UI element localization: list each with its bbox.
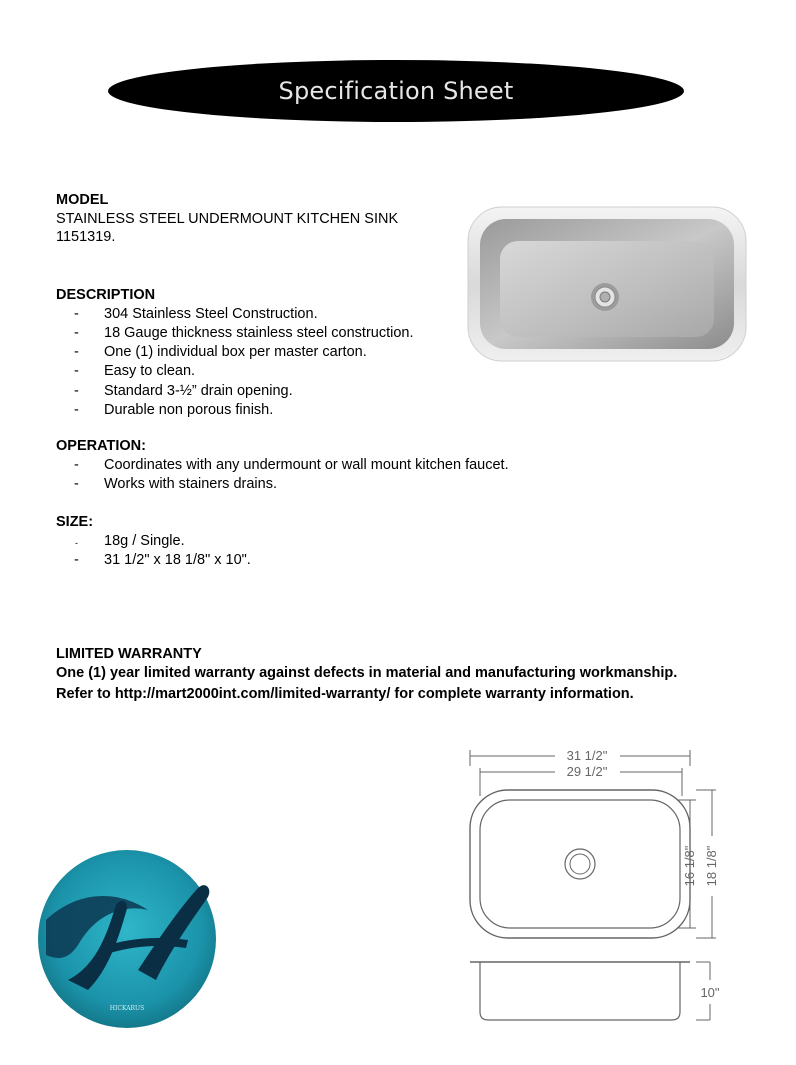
bullet-dash: -	[74, 475, 79, 492]
outer-width-label: 31 1/2"	[566, 748, 608, 763]
sink-product-photo	[466, 205, 748, 363]
list-item	[56, 343, 414, 362]
list-item-text: 18 Gauge thickness stainless steel construction.	[104, 324, 414, 341]
bullet-dash: -	[74, 324, 79, 341]
hickarus-logo	[38, 850, 216, 1028]
size-heading: SIZE:	[56, 514, 94, 530]
model-section	[56, 191, 398, 247]
list-item	[56, 532, 251, 551]
list-item	[56, 475, 509, 494]
list-item	[56, 551, 251, 570]
bullet-dash: -	[74, 551, 79, 568]
list-item-text: One (1) individual box per master carton.	[104, 344, 367, 361]
bullet-dash: -	[74, 456, 79, 473]
list-item-text: Durable non porous finish.	[104, 401, 274, 418]
list-item-text: 304 Stainless Steel Construction.	[104, 305, 318, 322]
bullet-dash: -	[74, 363, 79, 380]
warranty-section	[56, 645, 677, 705]
spec-sheet-banner	[108, 60, 684, 122]
list-item-text: Coordinates with any undermount or wall mount kitchen faucet.	[104, 456, 509, 473]
bullet-dash: -	[74, 344, 79, 361]
outer-length-label: 18 1/8"	[704, 845, 719, 887]
list-item-text: Easy to clean.	[104, 363, 196, 380]
model-name: STAINLESS STEEL UNDERMOUNT KITCHEN SINK	[56, 210, 399, 227]
inner-width-label: 29 1/2"	[566, 764, 608, 779]
sink-dimension-drawing	[460, 736, 726, 1026]
size-list	[56, 532, 251, 571]
operation-list	[56, 456, 509, 495]
description-section	[56, 286, 414, 420]
list-item	[56, 324, 414, 343]
page-title: Specification Sheet	[278, 77, 514, 105]
warranty-text: One (1) year limited warranty against defects in material and manufacturing workmanship.	[56, 665, 678, 681]
logo-text: HICKARUS	[109, 1005, 145, 1012]
list-item	[56, 401, 414, 420]
bullet-dash: -	[74, 382, 79, 399]
list-item-text: 18g / Single.	[104, 532, 185, 549]
size-section	[56, 513, 251, 570]
model-number: 1151319.	[56, 229, 116, 245]
model-heading: MODEL	[56, 192, 109, 208]
list-item	[56, 305, 414, 324]
bullet-dash: -	[74, 401, 79, 418]
warranty-heading: LIMITED WARRANTY	[56, 646, 202, 662]
description-heading: DESCRIPTION	[56, 287, 156, 303]
list-item	[56, 382, 414, 401]
list-item-text: 31 1/2" x 18 1/8" x 10".	[104, 551, 251, 568]
inner-length-label: 16 1/8"	[682, 845, 697, 887]
description-list	[56, 305, 414, 421]
warranty-link-text: Refer to http://mart2000int.com/limited-warranty/ for complete warranty information.	[56, 686, 634, 702]
list-item	[56, 456, 509, 475]
depth-label: 10"	[700, 985, 720, 1000]
operation-heading: OPERATION:	[56, 438, 146, 454]
list-item	[56, 362, 414, 381]
bullet-dash: -	[75, 537, 78, 548]
list-item-text: Works with stainers drains.	[104, 475, 277, 492]
operation-section	[56, 437, 509, 494]
bullet-dash: -	[74, 305, 79, 322]
list-item-text: Standard 3-½” drain opening.	[104, 382, 293, 399]
